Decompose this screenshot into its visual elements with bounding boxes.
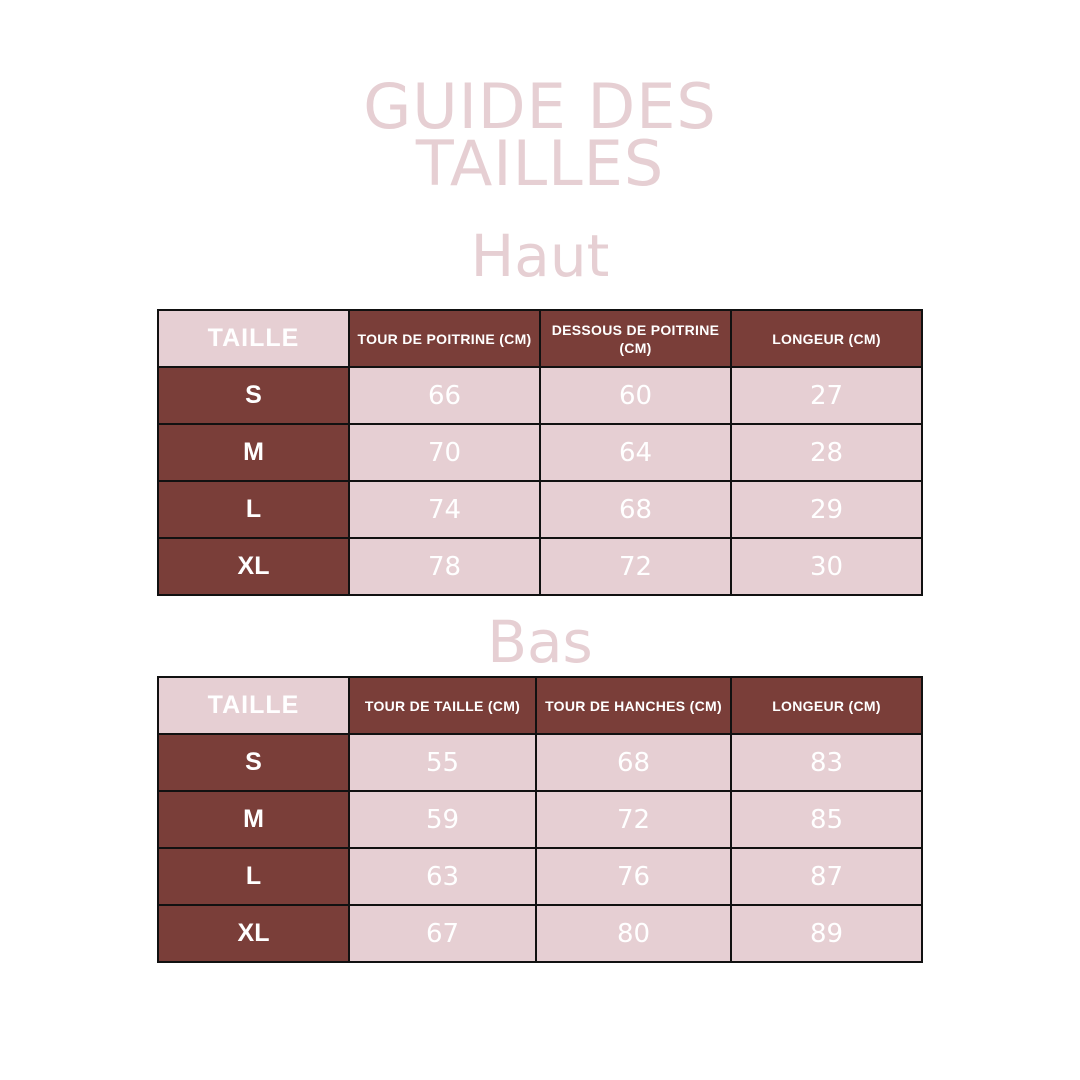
table-cell: 66 [349, 367, 540, 424]
column-header: LONGEUR (CM) [731, 310, 922, 367]
table-cell: 83 [731, 734, 922, 791]
size-table-haut [157, 309, 923, 596]
page-title [0, 70, 1080, 200]
size-label: M [158, 791, 349, 848]
size-label: S [158, 367, 349, 424]
table-cell: 63 [349, 848, 536, 905]
size-label: S [158, 734, 349, 791]
table-row [158, 481, 922, 538]
size-label: M [158, 424, 349, 481]
table-cell: 28 [731, 424, 922, 481]
table-corner-label: TAILLE [158, 310, 349, 367]
column-header: DESSOUS DE POITRINE (CM) [540, 310, 731, 367]
page-title-line-1: GUIDE DES [363, 70, 717, 143]
section-title-bas: Bas [487, 608, 593, 676]
table-cell: 64 [540, 424, 731, 481]
table-cell: 67 [349, 905, 536, 962]
size-table-bas [157, 676, 923, 963]
table-row [158, 791, 922, 848]
size-label: XL [158, 905, 349, 962]
table-row [158, 367, 922, 424]
size-label: XL [158, 538, 349, 595]
table-cell: 68 [540, 481, 731, 538]
size-label: L [158, 848, 349, 905]
table-row [158, 424, 922, 481]
table-row [158, 848, 922, 905]
table-cell: 85 [731, 791, 922, 848]
table-header-row [158, 677, 922, 734]
table-cell: 72 [540, 538, 731, 595]
table-cell: 72 [536, 791, 731, 848]
table-cell: 78 [349, 538, 540, 595]
column-header: LONGEUR (CM) [731, 677, 922, 734]
table-cell: 30 [731, 538, 922, 595]
table-row [158, 734, 922, 791]
table-cell: 74 [349, 481, 540, 538]
table-cell: 76 [536, 848, 731, 905]
table-cell: 89 [731, 905, 922, 962]
table-header-row [158, 310, 922, 367]
column-header: TOUR DE POITRINE (CM) [349, 310, 540, 367]
table-row [158, 905, 922, 962]
table-cell: 60 [540, 367, 731, 424]
table-cell: 80 [536, 905, 731, 962]
table-cell: 29 [731, 481, 922, 538]
table-cell: 59 [349, 791, 536, 848]
table-cell: 27 [731, 367, 922, 424]
size-label: L [158, 481, 349, 538]
table-cell: 55 [349, 734, 536, 791]
column-header: TOUR DE TAILLE (CM) [349, 677, 536, 734]
table-corner-label: TAILLE [158, 677, 349, 734]
table-cell: 87 [731, 848, 922, 905]
section-title-haut: Haut [470, 222, 610, 290]
table-row [158, 538, 922, 595]
table-cell: 68 [536, 734, 731, 791]
table-cell: 70 [349, 424, 540, 481]
column-header: TOUR DE HANCHES (CM) [536, 677, 731, 734]
page-title-line-2: TAILLES [415, 127, 665, 200]
